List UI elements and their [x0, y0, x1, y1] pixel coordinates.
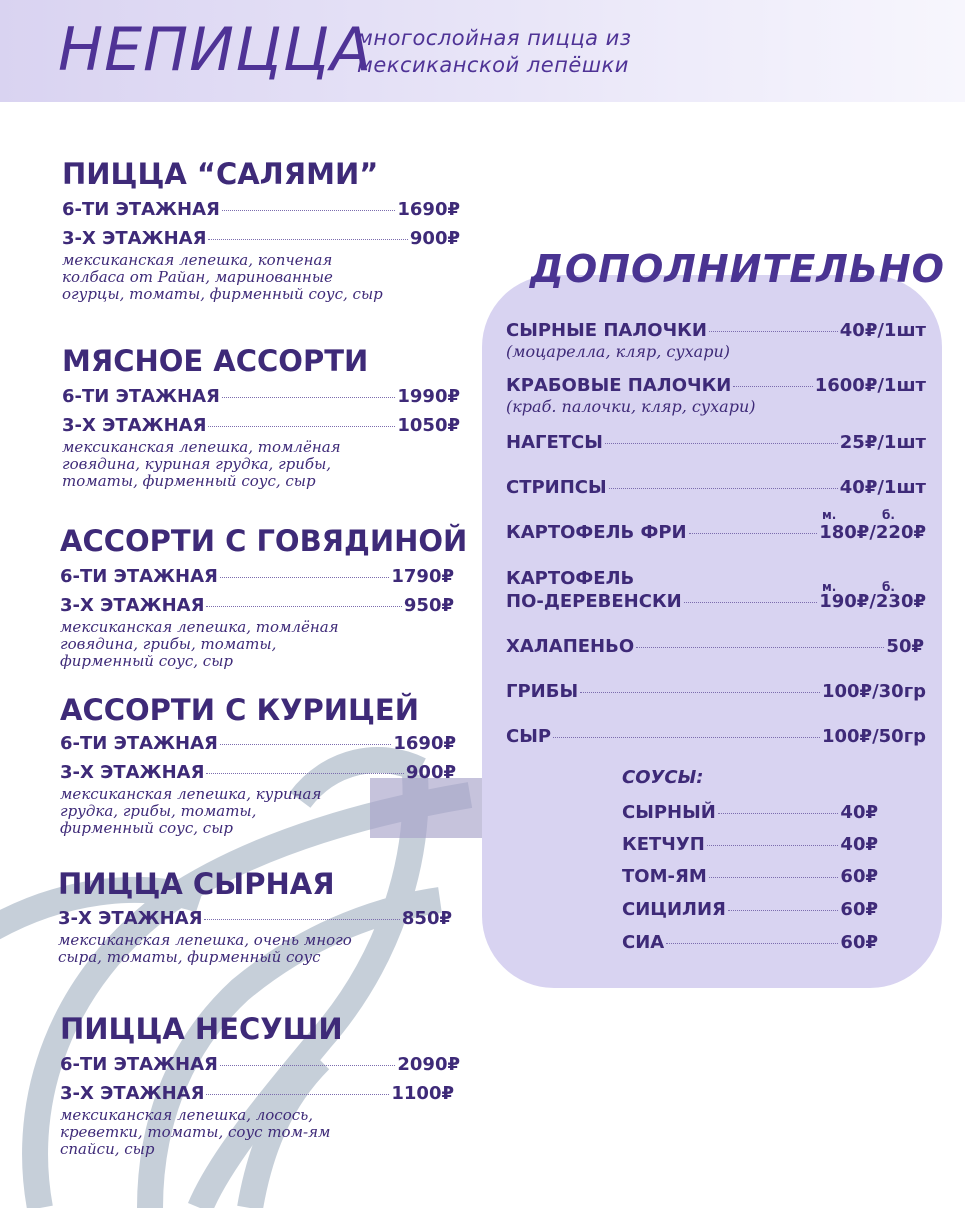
- item-price: 40₽: [840, 802, 878, 823]
- item-price: 60₽: [840, 866, 878, 887]
- dot-leader: [689, 533, 818, 534]
- size-label-small: м.: [822, 580, 837, 594]
- item-name: 3-Х ЭТАЖНАЯ: [62, 415, 207, 436]
- dot-leader: [208, 426, 395, 427]
- item-name: КЕТЧУП: [622, 834, 705, 855]
- description-line: говядина, куриная грудка, грибы,: [62, 455, 332, 473]
- dot-leader: [636, 647, 884, 648]
- item-price: 1600₽/1шт: [814, 375, 926, 396]
- item-price: 1050₽: [397, 415, 460, 436]
- extra-row: [506, 432, 926, 454]
- item-price: 100₽/50гр: [821, 726, 926, 747]
- dot-leader: [709, 877, 839, 878]
- dot-leader: [204, 919, 399, 920]
- item-description: [60, 786, 321, 837]
- item-price: 950₽: [403, 595, 454, 616]
- dot-leader: [666, 943, 838, 944]
- item-price: 40₽/1шт: [839, 320, 926, 341]
- description-line: креветки, томаты, соус том-ям: [60, 1123, 331, 1141]
- dot-leader: [684, 602, 817, 603]
- dot-leader: [553, 737, 820, 738]
- extra-row: [506, 320, 926, 342]
- item-price: 180₽/220₽: [819, 522, 926, 543]
- item-price: 1990₽: [397, 386, 460, 407]
- description-line: мексиканская лепешка, лосось,: [60, 1106, 314, 1124]
- extra-row: [506, 591, 926, 613]
- section-title: ПИЦЦА “САЛЯМИ”: [62, 157, 379, 191]
- item-name: КРАБОВЫЕ ПАЛОЧКИ: [506, 375, 732, 396]
- item-name: ТОМ-ЯМ: [622, 866, 707, 887]
- item-note: (моцарелла, кляр, сухари): [506, 342, 730, 361]
- dot-leader: [733, 386, 812, 387]
- description-line: сыра, томаты, фирменный соус: [58, 948, 321, 966]
- item-name: 6-ТИ ЭТАЖНАЯ: [60, 733, 218, 754]
- description-line: грудка, грибы, томаты,: [60, 802, 257, 820]
- size-label-big: б.: [882, 508, 895, 522]
- menu-row: [62, 199, 460, 221]
- tagline-line-1: многослойная пицца из: [357, 26, 632, 50]
- item-name: ПО-ДЕРЕВЕНСКИ: [506, 591, 682, 612]
- dot-leader: [206, 773, 403, 774]
- size-label-small: м.: [822, 508, 837, 522]
- item-description: [62, 252, 383, 303]
- sauce-row: [622, 899, 878, 921]
- extra-row: [506, 522, 926, 544]
- item-price: 900₽: [409, 228, 460, 249]
- item-name: ГРИБЫ: [506, 681, 579, 702]
- description-line: томаты, фирменный соус, сыр: [62, 472, 316, 490]
- item-price: 900₽: [405, 762, 456, 783]
- item-price: 1790₽: [391, 566, 454, 587]
- extra-row-name-line: [506, 568, 806, 590]
- item-price: 1690₽: [393, 733, 456, 754]
- item-price: 40₽: [840, 834, 878, 855]
- item-name: 6-ТИ ЭТАЖНАЯ: [62, 199, 220, 220]
- header-banner: [0, 0, 965, 102]
- dot-leader: [220, 577, 389, 578]
- menu-row: [60, 1083, 454, 1105]
- sauce-row: [622, 866, 878, 888]
- item-name: СЫРНЫЙ: [622, 802, 716, 823]
- item-name: СТРИПСЫ: [506, 477, 607, 498]
- item-price: 100₽/30гр: [821, 681, 926, 702]
- item-price: 1690₽: [397, 199, 460, 220]
- section-title: МЯСНОЕ АССОРТИ: [62, 344, 369, 378]
- item-description: [58, 932, 352, 966]
- menu-row: [60, 566, 454, 588]
- section-title: ПИЦЦА НЕСУШИ: [60, 1012, 343, 1046]
- dot-leader: [206, 606, 401, 607]
- extra-row: [506, 477, 926, 499]
- item-note: (краб. палочки, кляр, сухари): [506, 397, 756, 416]
- item-price: 190₽/230₽: [819, 591, 926, 612]
- item-description: [62, 439, 341, 490]
- dot-leader: [220, 744, 391, 745]
- item-name: 6-ТИ ЭТАЖНАЯ: [60, 566, 218, 587]
- menu-row: [58, 908, 452, 930]
- extra-row: [506, 636, 924, 658]
- dot-leader: [718, 813, 839, 814]
- item-name: 6-ТИ ЭТАЖНАЯ: [62, 386, 220, 407]
- description-line: мексиканская лепешка, очень много: [58, 931, 352, 949]
- sauces-title: СОУСЫ:: [622, 767, 704, 788]
- menu-row: [62, 228, 460, 250]
- item-name: СИЦИЛИЯ: [622, 899, 726, 920]
- menu-row: [60, 595, 454, 617]
- item-name: 3-Х ЭТАЖНАЯ: [58, 908, 203, 929]
- menu-row: [60, 733, 456, 755]
- dot-leader: [709, 331, 838, 332]
- description-line: фирменный соус, сыр: [60, 652, 234, 670]
- dot-leader: [208, 239, 407, 240]
- extra-row: [506, 681, 926, 703]
- sauce-row: [622, 834, 878, 856]
- description-line: мексиканская лепешка, куриная: [60, 785, 322, 803]
- sauce-row: [622, 802, 878, 824]
- extra-row: [506, 375, 926, 397]
- description-line: мексиканская лепешка, копченая: [62, 251, 333, 269]
- item-name: КАРТОФЕЛЬ ФРИ: [506, 522, 687, 543]
- description-line: фирменный соус, сыр: [60, 819, 234, 837]
- dot-leader: [222, 397, 395, 398]
- item-name: 6-ТИ ЭТАЖНАЯ: [60, 1054, 218, 1075]
- item-name-line: КАРТОФЕЛЬ: [506, 568, 635, 589]
- brand-tagline: [357, 25, 632, 79]
- item-name: 3-Х ЭТАЖНАЯ: [60, 762, 205, 783]
- section-title: ПИЦЦА СЫРНАЯ: [58, 867, 335, 901]
- menu-row: [60, 762, 456, 784]
- dot-leader: [220, 1065, 395, 1066]
- item-name: 3-Х ЭТАЖНАЯ: [62, 228, 207, 249]
- item-name: СЫР: [506, 726, 552, 747]
- dot-leader: [580, 692, 820, 693]
- item-description: [60, 1107, 330, 1158]
- menu-row: [60, 1054, 460, 1076]
- tagline-line-2: мексиканской лепёшки: [357, 53, 629, 77]
- item-name: 3-Х ЭТАЖНАЯ: [60, 1083, 205, 1104]
- dot-leader: [728, 910, 839, 911]
- menu-row: [62, 415, 460, 437]
- description-line: мексиканская лепешка, томлёная: [60, 618, 339, 636]
- section-title: АССОРТИ С КУРИЦЕЙ: [60, 693, 420, 727]
- description-line: мексиканская лепешка, томлёная: [62, 438, 341, 456]
- menu-row: [62, 386, 460, 408]
- size-label-big: б.: [882, 580, 895, 594]
- dot-leader: [609, 488, 838, 489]
- brand-title: НЕПИЦЦА: [58, 15, 373, 85]
- item-price: 40₽/1шт: [839, 477, 926, 498]
- dot-leader: [222, 210, 395, 211]
- item-name: СЫРНЫЕ ПАЛОЧКИ: [506, 320, 707, 341]
- sauce-row: [622, 932, 878, 954]
- extra-row: [506, 726, 926, 748]
- dot-leader: [707, 845, 839, 846]
- description-line: огурцы, томаты, фирменный соус, сыр: [62, 285, 383, 303]
- dot-leader: [206, 1094, 389, 1095]
- item-name: 3-Х ЭТАЖНАЯ: [60, 595, 205, 616]
- item-price: 50₽: [886, 636, 924, 657]
- dot-leader: [605, 443, 838, 444]
- item-description: [60, 619, 339, 670]
- description-line: колбаса от Райан, маринованные: [62, 268, 333, 286]
- item-price: 850₽: [401, 908, 452, 929]
- item-price: 25₽/1шт: [839, 432, 926, 453]
- item-price: 2090₽: [397, 1054, 460, 1075]
- description-line: спайси, сыр: [60, 1140, 155, 1158]
- description-line: говядина, грибы, томаты,: [60, 635, 277, 653]
- item-name: ХАЛАПЕНЬО: [506, 636, 635, 657]
- item-name: СИА: [622, 932, 665, 953]
- section-title: АССОРТИ С ГОВЯДИНОЙ: [60, 524, 468, 558]
- item-price: 60₽: [840, 932, 878, 953]
- item-price: 1100₽: [391, 1083, 454, 1104]
- item-name: НАГЕТСЫ: [506, 432, 603, 453]
- item-price: 60₽: [840, 899, 878, 920]
- extras-title: ДОПОЛНИТЕЛЬНО: [530, 247, 945, 291]
